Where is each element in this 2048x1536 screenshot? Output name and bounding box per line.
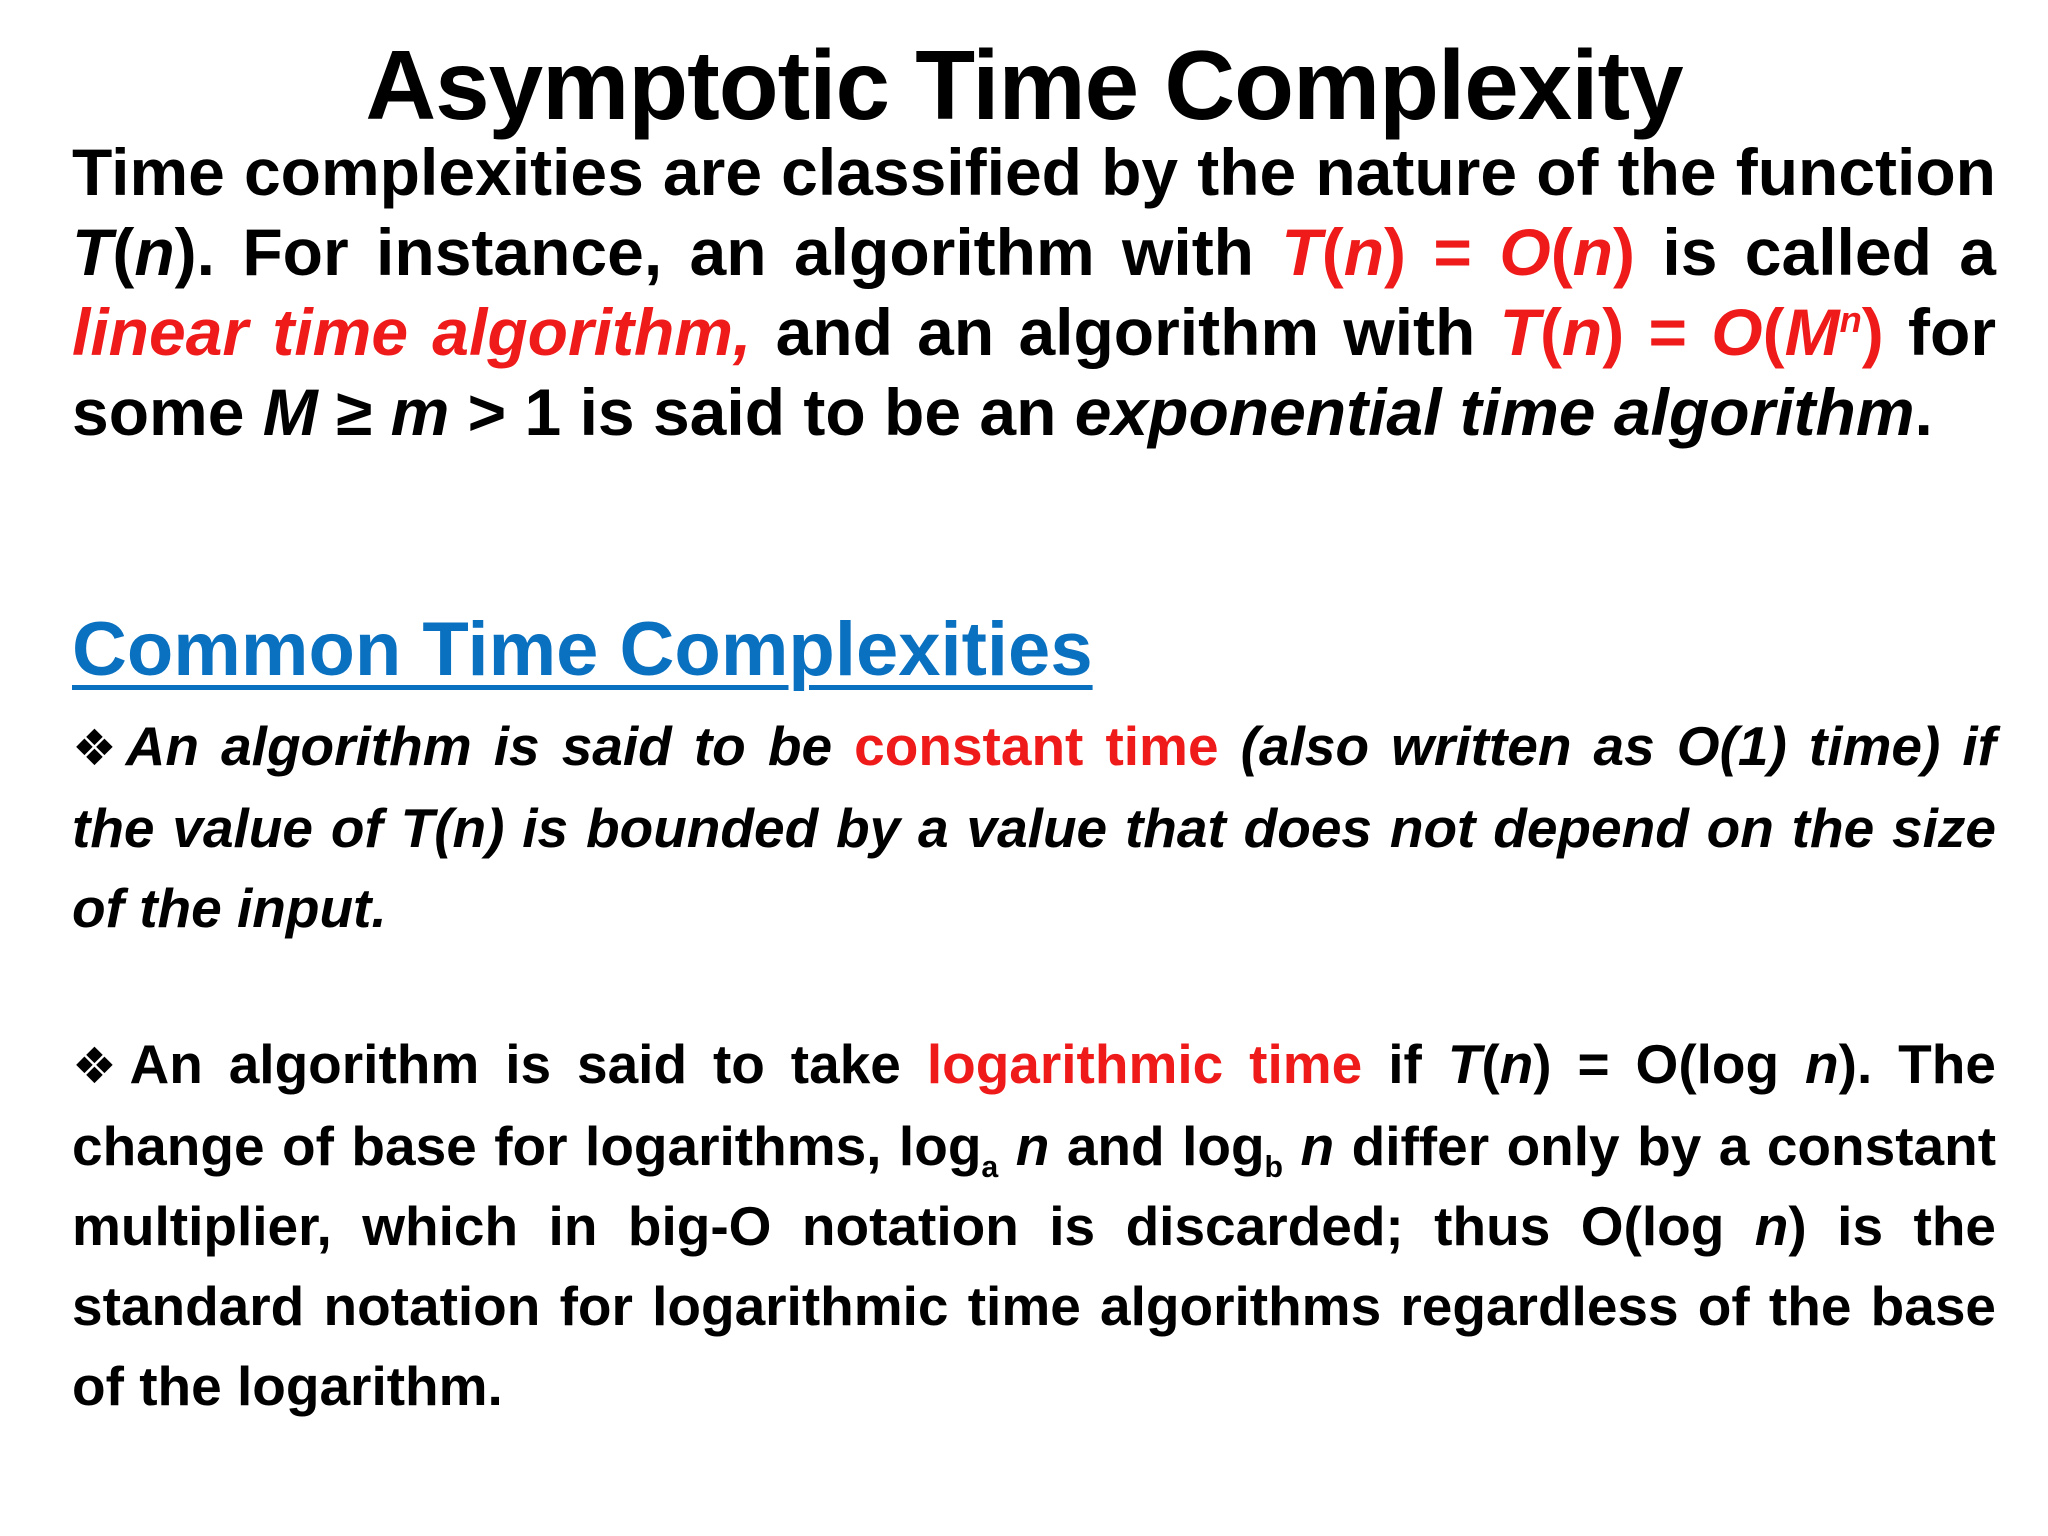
- intro-paragraph: Time complexities are classified by the nature of the function T(n). For instance, an algorithm with T(n) = O(n) is called a linear time algorithm, and an algorithm with $T(n) = O(M^n)$ for some M ≥ m > 1 is said to be an exponential time algorithm.: [72, 135, 1997, 449]
- bullet-constant-time: ❖An algorithm is said to be constant time (also written as O(1) time) if the value of T(n) is bounded by a value that does not depend on the size of the input.: [72, 715, 1997, 939]
- diamond-bullet-icon: ❖: [72, 720, 126, 776]
- exponential-formula: $T(n) = O(M^n)$: [1499, 295, 1884, 369]
- logarithmic-time-term: logarithmic time: [926, 1033, 1363, 1095]
- linear-term: linear time algorithm,: [72, 295, 752, 369]
- linear-formula: T(n) = O(n): [1281, 215, 1635, 289]
- section-heading: Common Time Complexities: [72, 607, 1093, 692]
- constant-time-term: constant time: [854, 715, 1219, 777]
- slide-title: Asymptotic Time Complexity: [365, 30, 1683, 140]
- bullet-logarithmic-time: ❖An algorithm is said to take logarithmic time if T(n) = O(log n). The change of base for logarithms, $\log_a n$ and $\log_b n$ differ only by a constant multiplier, which in big-O notation is discarded; thus O(log n) is the standard notation for logarithmic time algorithms regardless of the base of the logarithm.: [72, 1033, 1997, 1417]
- diamond-bullet-icon: ❖: [72, 1038, 130, 1094]
- exponential-term: exponential time algorithm: [1074, 375, 1915, 449]
